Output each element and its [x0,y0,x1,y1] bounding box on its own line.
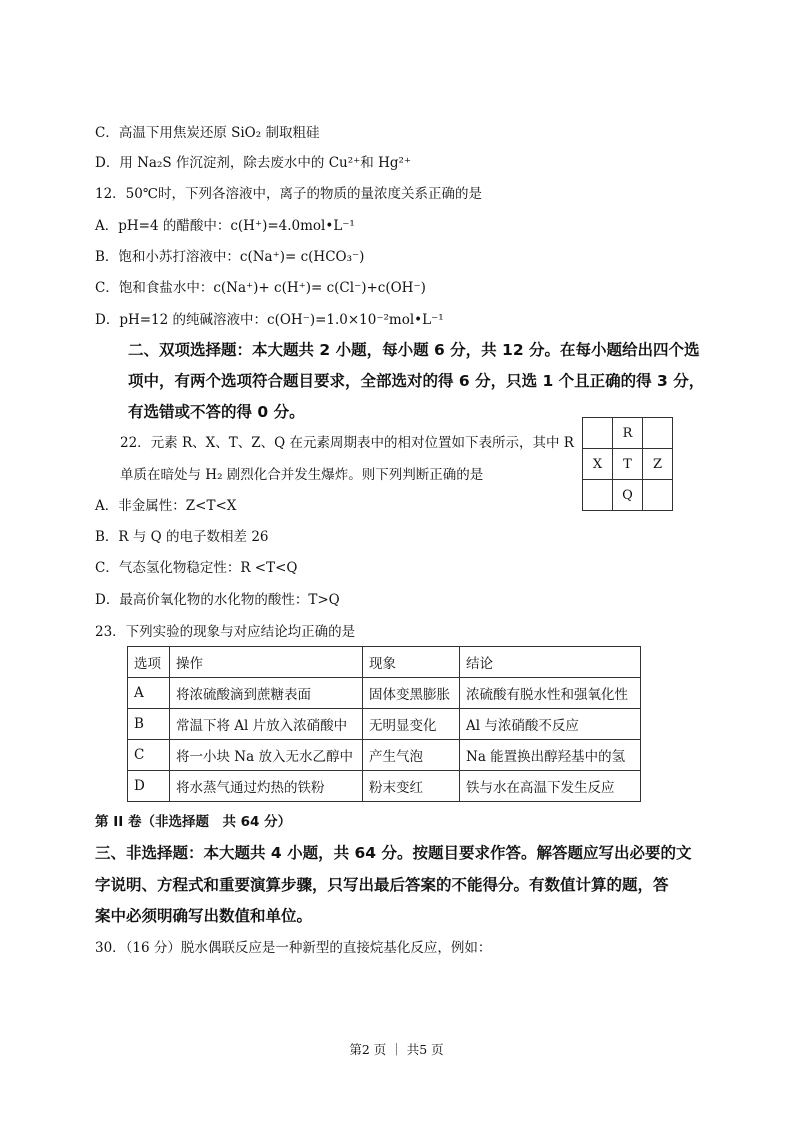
table-cell: 产生气泡 [363,740,460,771]
q23-stem: 23．下列实验的现象与对应结论均正确的是 [95,624,356,640]
header-cell: 结论 [460,647,641,678]
section2-heading-line3: 有选错或不答的得 0 分。 [128,403,305,421]
table-cell: 常温下将 Al 片放入浓硝酸中 [170,709,363,740]
table-cell: 铁与水在高温下发生反应 [460,771,641,802]
q12-stem: 12．50℃时，下列各溶液中，离子的物质的量浓度关系正确的是 [95,186,482,202]
table-cell: 无明显变化 [363,709,460,740]
table-cell: Al 与浓硝酸不反应 [460,709,641,740]
grid-cell: R [613,418,643,449]
section3-heading-line2: 字说明、方程式和重要演算步骤，只写出最后答案的不能得分。有数值计算的题，答 [95,876,669,894]
table-row [128,709,641,740]
page-footer: 第2 页 ｜ 共5 页 [349,1042,444,1057]
header-cell: 操作 [170,647,363,678]
grid-cell [643,480,673,511]
grid-cell [643,418,673,449]
q22-option-a: A．非金属性：Z<T<X [95,498,237,514]
part2-title: 第 II 卷（非选择题 共 64 分） [95,814,292,830]
grid-cell: Q [613,480,643,511]
q12-option-b: B．饱和小苏打溶液中：c(Na⁺)= c(HCO₃⁻) [95,249,365,265]
table-cell: 浓硫酸有脱水性和强氧化性 [460,678,641,709]
table-cell: B [128,709,170,740]
section3-heading-line1: 三、非选择题：本大题共 4 小题，共 64 分。按题目要求作答。解答题应写出必要的文 [95,844,692,862]
header-cell: 现象 [363,647,460,678]
table-cell: 粉末变红 [363,771,460,802]
table-cell: 将一小块 Na 放入无水乙醇中 [170,740,363,771]
q22-stem-line2: 单质在暗处与 H₂ 剧烈化合并发生爆炸。则下列判断正确的是 [120,467,484,483]
table-cell: 将浓硫酸滴到蔗糖表面 [170,678,363,709]
grid-cell: X [583,449,613,480]
q22-stem-line1: 22．元素 R、X、T、Z、Q 在元素周期表中的相对位置如下表所示，其中 R [120,435,574,451]
grid-cell: Z [643,449,673,480]
q12-option-d: D．pH=12 的纯碱溶液中：c(OH⁻)=1.0×10⁻²mol•L⁻¹ [95,312,444,328]
q12-option-a: A．pH=4 的醋酸中：c(H⁺)=4.0mol•L⁻¹ [95,218,355,234]
q12-option-c: C．饱和食盐水中：c(Na⁺)+ c(H⁺)= c(Cl⁻)+c(OH⁻) [95,280,426,296]
q11-option-d: D．用 Na₂S 作沉淀剂，除去废水中的 Cu²⁺和 Hg²⁺ [95,155,412,171]
table-cell: Na 能置换出醇羟基中的氢 [460,740,641,771]
periodic-position-grid [582,417,673,511]
table-cell: 将水蒸气通过灼热的铁粉 [170,771,363,802]
q30-stem: 30．（16 分）脱水偶联反应是一种新型的直接烷基化反应，例如： [95,940,492,956]
q11-option-c: C．高温下用焦炭还原 SiO₂ 制取粗硅 [95,125,320,141]
q22-option-c: C．气态氢化物稳定性：R <T<Q [95,560,298,576]
header-cell: 选项 [128,647,170,678]
table-row [128,678,641,709]
section3-heading-line3: 案中必须明确写出数值和单位。 [95,907,313,925]
table-cell: D [128,771,170,802]
section2-heading-line1: 二、双项选择题：本大题共 2 小题，每小题 6 分，共 12 分。在每小题给出四个选 [128,341,700,359]
grid-cell [583,418,613,449]
grid-cell [583,480,613,511]
experiment-table [127,646,641,802]
table-header-row [128,647,641,678]
table-row [128,771,641,802]
q22-option-b: B．R 与 Q 的电子数相差 26 [95,529,269,545]
section2-heading-line2: 项中，有两个选项符合题目要求，全部选对的得 6 分，只选 1 个且正确的得 3 分， [128,372,705,390]
table-row [128,740,641,771]
q22-option-d: D．最高价氧化物的水化物的酸性：T>Q [95,592,340,608]
grid-cell: T [613,449,643,480]
table-cell: A [128,678,170,709]
table-cell: 固体变黑膨胀 [363,678,460,709]
table-cell: C [128,740,170,771]
